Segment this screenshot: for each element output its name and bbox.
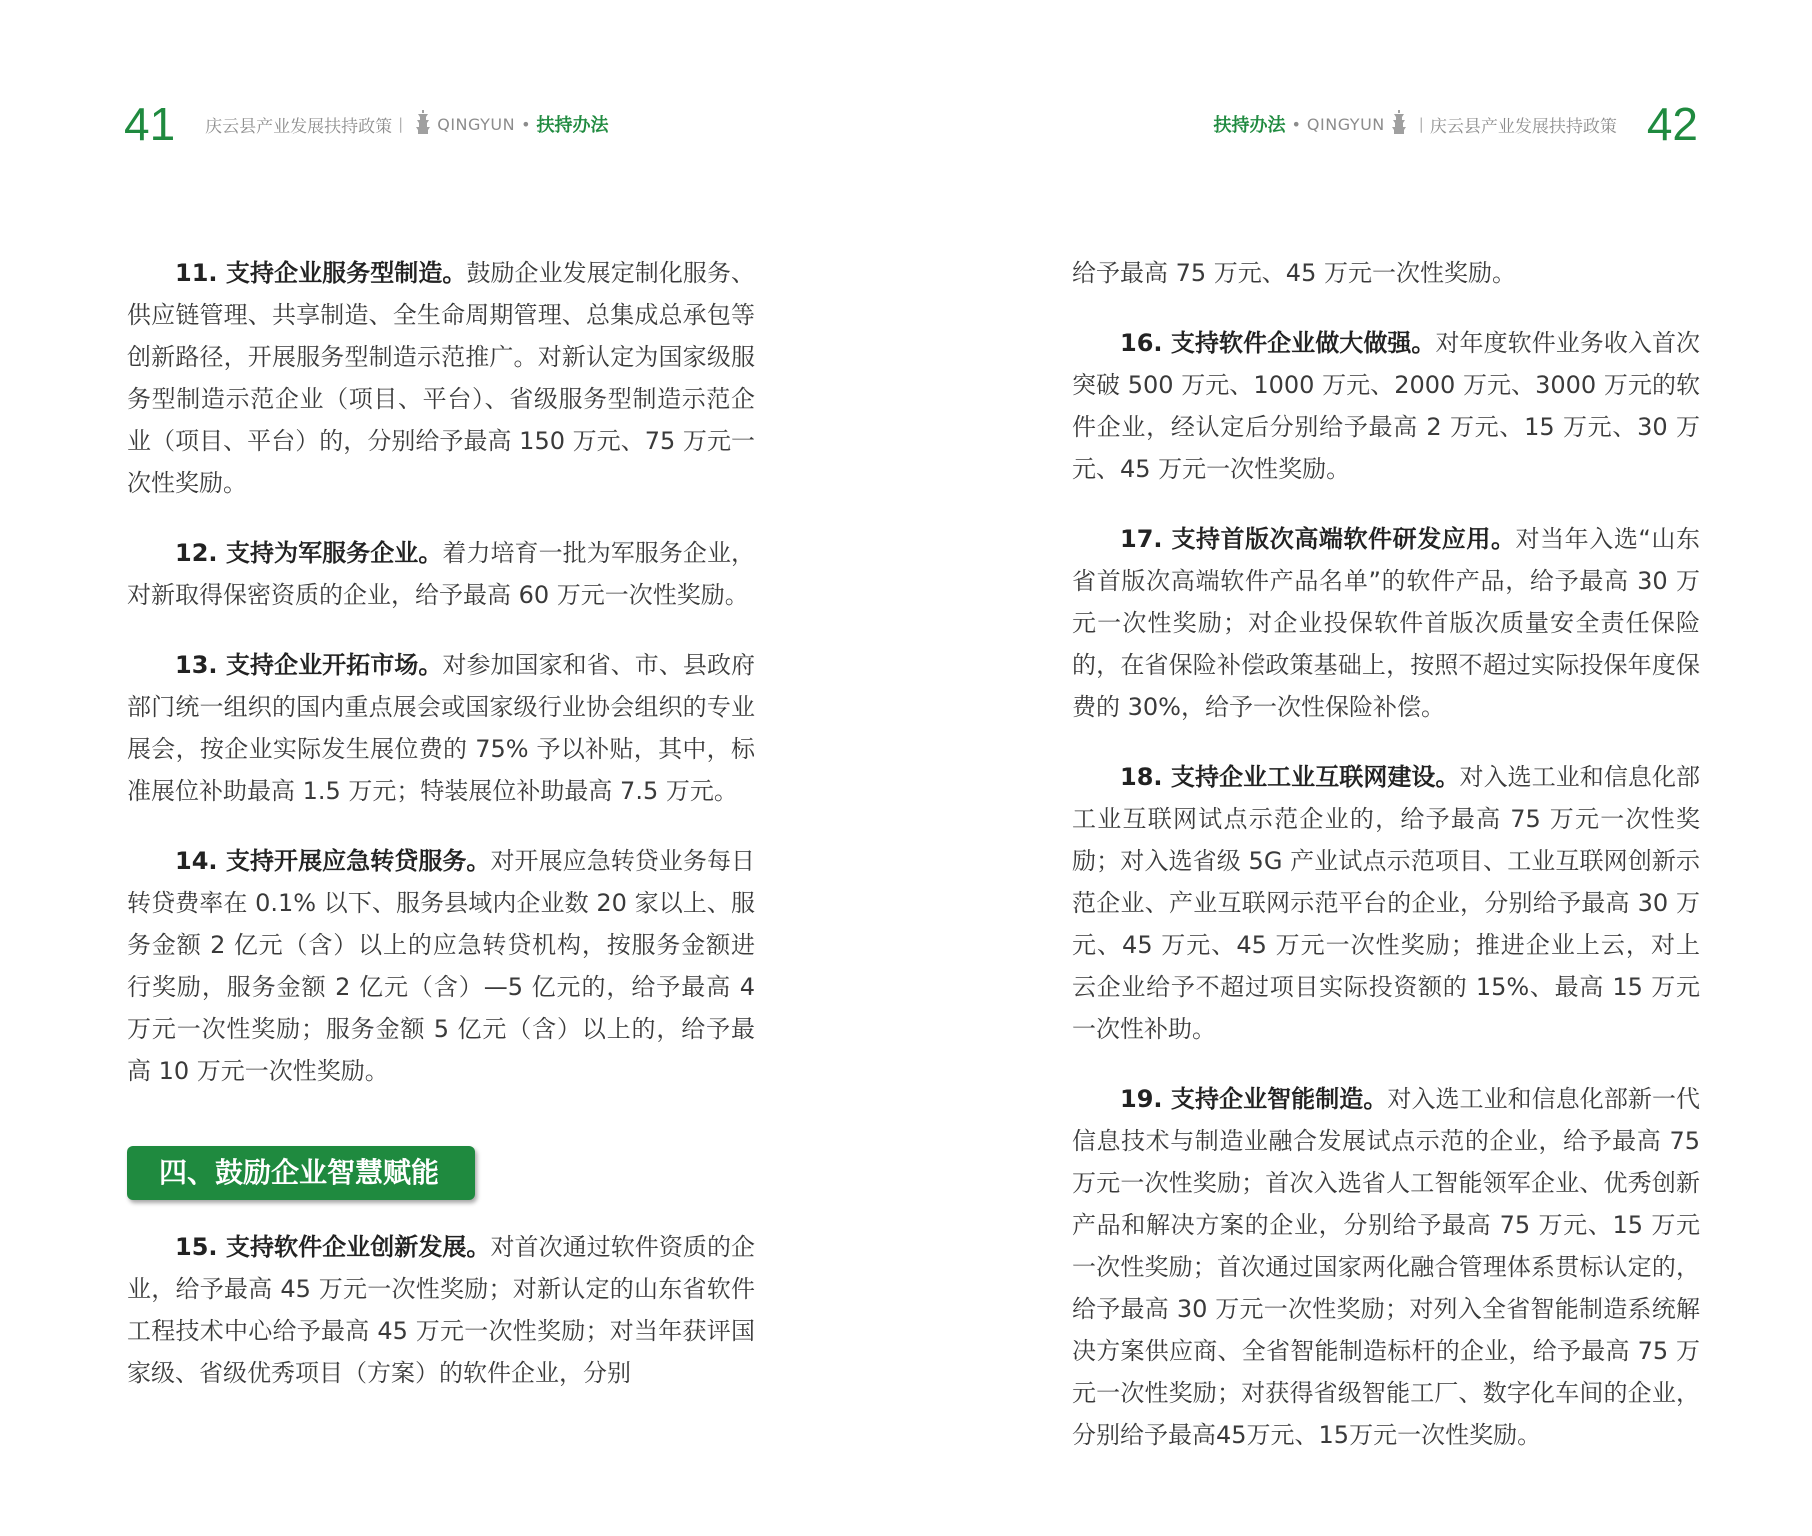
paragraph-title: 19. 支持企业智能制造。 [1120,1085,1388,1113]
paragraph-body: 对参加国家和省、市、县政府部门统一组织的国内重点展会或国家级行业协会组织的专业展会，按企业实际发生展位费的 75% 予以补贴，其中，标准展位补助最高 1.5 万元；特装展位补助最高 7.5 万元。 [127,651,756,805]
header-title: 庆云县产业发展扶持政策 [205,116,393,137]
paragraph-title: 13. 支持企业开拓市场。 [175,651,443,679]
paragraph-body: 对开展应急转贷业务每日转贷费率在 0.1% 以下、服务县域内企业数 20 家以上、服务金额 2 亿元（含）以上的应急转贷机构，按服务金额进行奖励，服务金额 2 亿元（含）—5 亿元的，给予最高 4 万元一次性奖励；服务金额 5 亿元（含）以上的，给予最高 10 万元一次性奖励。 [127,847,755,1085]
page-header [1213,98,1698,150]
paragraph-title: 18. 支持企业工业互联网建设。 [1120,763,1460,791]
paragraph-body: 对当年入选“山东省首版次高端软件产品名单”的软件产品，给予最高 30 万元一次性奖励；对企业投保软件首版次质量安全责任保险的，在省保险补偿政策基础上，按照不超过实际投保年度保费的 30%，给予一次性保险补偿。 [1072,525,1701,721]
pagoda-icon [415,110,431,138]
left-content [127,252,755,1422]
header-brand: QINGYUN [437,114,516,134]
page-number: 41 [124,98,176,150]
paragraph-body: 对入选工业和信息化部工业互联网试点示范企业的，给予最高 75 万元一次性奖励；对入选省级 5G 产业试点示范项目、工业互联网创新示范企业、产业互联网示范平台的企业，分别给予最高 30 万元、45 万元、45 万元一次性奖励；推进企业上云，对上云企业给予不超过项目实际投资额的 15%、最高 15 万元一次性补助。 [1072,763,1701,1043]
paragraph-body: 对首次通过软件资质的企业，给予最高 45 万元一次性奖励；对新认定的山东省软件工程技术中心给予最高 45 万元一次性奖励；对当年获评国家级、省级优秀项目（方案）的软件企业，分别 [127,1233,755,1387]
header-dot: • [521,114,531,134]
paragraph-title: 14. 支持开展应急转贷服务。 [175,847,491,875]
paragraph-15-continuation: 给予最高 75 万元、45 万元一次性奖励。 [1072,259,1516,287]
paragraph-13 [127,644,755,812]
paragraph-17 [1072,518,1700,728]
paragraph-16 [1072,322,1700,490]
paragraph-19 [1072,1078,1700,1456]
paragraph-title: 16. 支持软件企业做大做强。 [1120,329,1436,357]
header-section: 扶持办法 [1213,115,1286,136]
page-header [124,98,609,150]
paragraph-body: 鼓励企业发展定制化服务、供应链管理、共享制造、全生命周期管理、总集成总承包等创新路径，开展服务型制造示范推广。对新认定为国家级服务型制造示范企业（项目、平台）、省级服务型制造示范企业（项目、平台）的，分别给予最高 150 万元、75 万元一次性奖励。 [127,259,755,497]
section-heading: 四、鼓励企业智慧赋能 [127,1146,475,1200]
paragraph-18 [1072,756,1700,1050]
paragraph-12 [127,532,755,616]
paragraph-title: 12. 支持为军服务企业。 [175,539,443,567]
header-title: 庆云县产业发展扶持政策 [1429,116,1617,137]
paragraph-11 [127,252,755,504]
header-dot: • [1291,114,1301,134]
paragraph-15 [127,1226,755,1394]
header-brand: QINGYUN [1306,114,1385,134]
header-divider: | [398,115,404,133]
paragraph-title: 17. 支持首版次高端软件研发应用。 [1120,525,1516,553]
pagoda-icon [1391,110,1407,138]
page-number: 42 [1646,98,1698,150]
paragraph-title: 15. 支持软件企业创新发展。 [175,1233,491,1261]
header-section: 扶持办法 [536,115,609,136]
paragraph-body: 对年度软件业务收入首次突破 500 万元、1000 万元、2000 万元、3000 万元的软件企业，经认定后分别给予最高 2 万元、15 万元、30 万元、45 万元一次性奖励。 [1072,329,1700,483]
paragraph-body: 着力培育一批为军服务企业，对新取得保密资质的企业，给予最高 60 万元一次性奖励。 [127,539,756,609]
right-page [906,0,1812,1536]
right-content [1072,252,1700,1484]
paragraph-body: 对入选工业和信息化部新一代信息技术与制造业融合发展试点示范的企业，给予最高 75 万元一次性奖励；首次入选省人工智能领军企业、优秀创新产品和解决方案的企业，分别给予最高 75 万元、15 万元一次性奖励；首次通过国家两化融合管理体系贯标认定的，给予最高 30 万元一次性奖励；对列入全省智能制造系统解决方案供应商、全省智能制造标杆的企业，给予最高 75 万元一次性奖励；对获得省级智能工厂、数字化车间的企业，分别给予最高45万元、15万元一次性奖励。 [1072,1085,1701,1449]
paragraph-title: 11. 支持企业服务型制造。 [175,259,467,287]
header-divider: | [1418,115,1424,133]
paragraph-14 [127,840,755,1092]
